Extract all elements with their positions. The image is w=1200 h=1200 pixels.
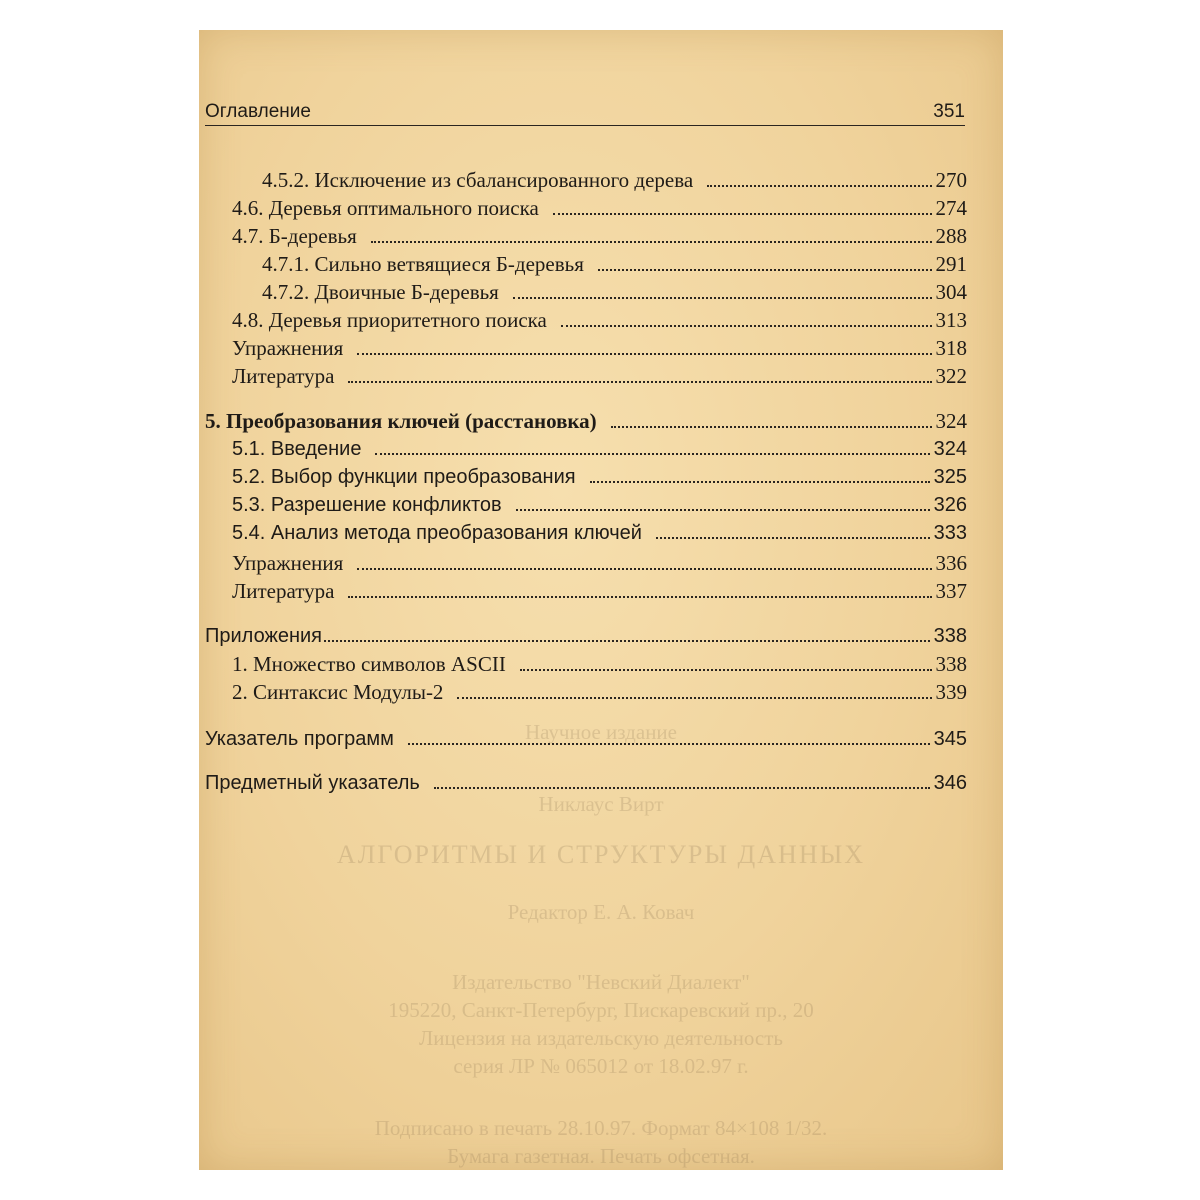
- bleed-through-line: 195220, Санкт-Петербург, Пискаревский пр., 20: [388, 998, 814, 1022]
- toc-entry-page: 345: [933, 728, 967, 750]
- bleed-through-line: Подписано в печать 28.10.97. Формат 84×108 1/32.: [374, 1116, 828, 1140]
- toc-entry-page: 324: [933, 438, 967, 460]
- toc-entry-title: 5.3. Разрешение конфликтов: [232, 494, 502, 516]
- bleed-through-line: Никлаус Вирт: [538, 792, 664, 816]
- dot-leader: [513, 297, 932, 299]
- toc-entry: [232, 678, 967, 706]
- dot-leader: [371, 241, 932, 243]
- toc-entry-page: 318: [935, 336, 967, 360]
- bleed-through-line: Издательство "Невский Диалект": [452, 970, 750, 994]
- toc-entry-title: 5. Преобразования ключей (расстановка): [205, 409, 597, 433]
- toc-entry-page: 313: [935, 308, 967, 332]
- toc-section-entry: [205, 622, 967, 650]
- toc-entry-title: 4.7.2. Двоичные Б-деревья: [262, 280, 499, 304]
- toc-entry: [232, 222, 967, 250]
- dot-leader: [408, 743, 930, 745]
- toc-section-entry: [205, 769, 967, 797]
- dot-leader: [611, 426, 932, 428]
- header-page-number: 351: [933, 101, 965, 122]
- toc-entry-title: 4.7.1. Сильно ветвящиеся Б-деревья: [262, 252, 584, 276]
- dot-leader: [348, 596, 931, 598]
- toc-entry: [232, 435, 967, 463]
- toc-entry-title: Упражнения: [232, 336, 344, 360]
- bleed-through-line: АЛГОРИТМЫ И СТРУКТУРЫ ДАННЫХ: [336, 840, 866, 869]
- toc-entry-title: 1. Множество символов ASCII: [232, 652, 506, 676]
- dot-leader: [553, 213, 932, 215]
- toc-entry-title: 5.1. Введение: [232, 438, 362, 460]
- toc-entry-page: 333: [933, 522, 967, 544]
- dot-leader: [656, 537, 930, 539]
- toc-entry-page: 288: [935, 224, 967, 248]
- toc-entry-page: 337: [935, 579, 967, 603]
- toc-entry-title: 4.7. Б-деревья: [232, 224, 357, 248]
- toc-entry-title: 5.4. Анализ метода преобразования ключей: [232, 522, 642, 544]
- toc-entry: [232, 306, 967, 334]
- dot-leader: [324, 640, 930, 642]
- toc-entry: [232, 362, 967, 390]
- dot-leader: [434, 787, 930, 789]
- toc-entry-page: 336: [935, 551, 967, 575]
- toc-entry-title: Указатель программ: [205, 728, 394, 750]
- toc-entry-title: Литература: [232, 579, 335, 603]
- bleed-through-line: серия ЛР № 065012 от 18.02.97 г.: [453, 1054, 749, 1078]
- header-title: Оглавление: [205, 101, 311, 122]
- toc-entry: [262, 166, 967, 194]
- dot-leader: [598, 269, 932, 271]
- toc-entry-page: 322: [935, 364, 967, 388]
- toc-entry: [262, 278, 967, 306]
- toc-entry-page: 338: [933, 625, 967, 647]
- bleed-through-line: Бумага газетная. Печать офсетная.: [447, 1144, 755, 1168]
- toc-entry-page: 346: [933, 772, 967, 794]
- toc-entry: [232, 491, 967, 519]
- toc-entry-page: 338: [935, 652, 967, 676]
- dot-leader: [357, 568, 931, 570]
- toc-entry-title: Литература: [232, 364, 335, 388]
- toc-entry-title: 2. Синтаксис Модулы-2: [232, 680, 444, 704]
- book-page: [199, 30, 1003, 1170]
- toc-entry-page: 326: [933, 494, 967, 516]
- toc-entry-page: 291: [935, 252, 967, 276]
- table-of-contents: [199, 30, 1003, 1170]
- toc-chapter-entry: [205, 407, 967, 435]
- dot-leader: [375, 453, 929, 455]
- toc-entry-page: 304: [935, 280, 967, 304]
- toc-entry: [232, 650, 967, 678]
- bleed-through-line: Лицензия на издательскую деятельность: [419, 1026, 783, 1050]
- toc-entry-page: 324: [935, 409, 967, 433]
- toc-entry: [262, 250, 967, 278]
- toc-entry: [232, 463, 967, 491]
- dot-leader: [457, 697, 931, 699]
- dot-leader: [516, 509, 930, 511]
- dot-leader: [520, 669, 932, 671]
- toc-entry: [232, 334, 967, 362]
- dot-leader: [348, 381, 931, 383]
- toc-entry-title: 4.8. Деревья приоритетного поиска: [232, 308, 547, 332]
- toc-entry: [232, 577, 967, 605]
- toc-entry-title: 5.2. Выбор функции преобразования: [232, 466, 576, 488]
- toc-entry: [232, 549, 967, 577]
- dot-leader: [707, 185, 931, 187]
- dot-leader: [590, 481, 930, 483]
- toc-entry-title: Упражнения: [232, 551, 344, 575]
- bleed-through-line: Редактор Е. А. Ковач: [507, 900, 695, 924]
- dot-leader: [357, 353, 931, 355]
- toc-entry-page: 270: [935, 168, 967, 192]
- toc-entry-page: 274: [935, 196, 967, 220]
- toc-entry-title: 4.5.2. Исключение из сбалансированного дерева: [262, 168, 694, 192]
- toc-entry-title: Приложения: [205, 625, 323, 647]
- toc-entry: [232, 194, 967, 222]
- toc-entry-page: 339: [935, 680, 967, 704]
- toc-entry-title: 4.6. Деревья оптимального поиска: [232, 196, 539, 220]
- toc-entry-page: 325: [933, 466, 967, 488]
- toc-section-entry: [205, 725, 967, 753]
- bleed-through-line: Научное издание: [524, 720, 677, 744]
- dot-leader: [561, 325, 932, 327]
- toc-entry-title: Предметный указатель: [205, 772, 420, 794]
- toc-entry: [232, 519, 967, 547]
